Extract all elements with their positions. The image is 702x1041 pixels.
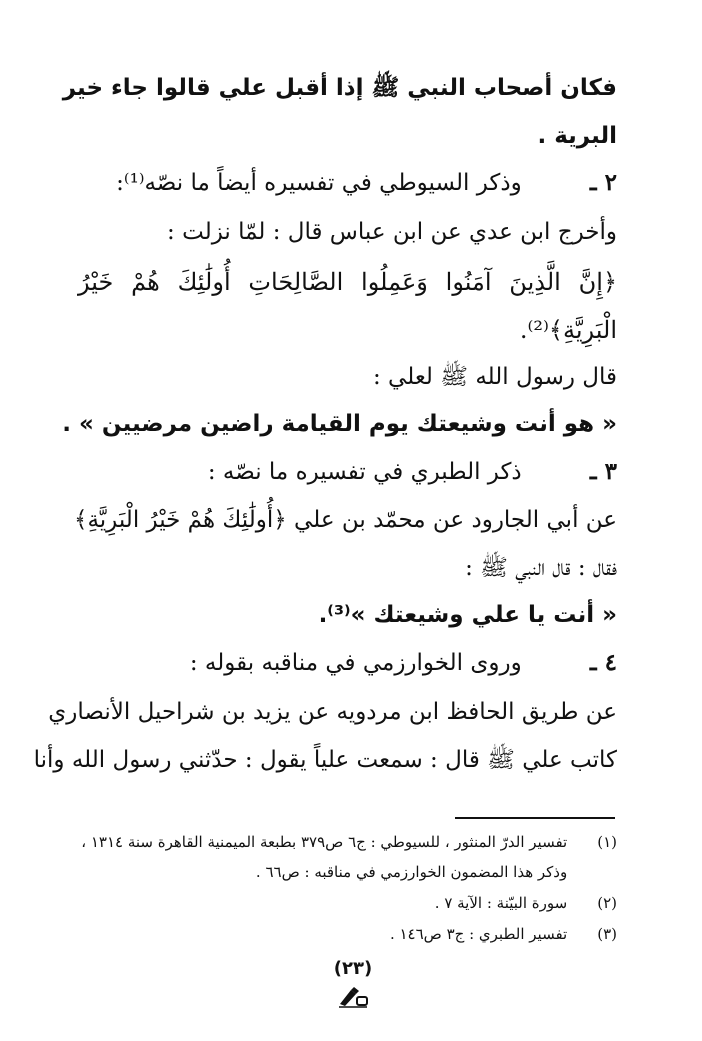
footnote-text: تفسير الطبري : ج٣ ص١٤٦ . [389, 925, 568, 943]
footnote-text: تفسير الدرّ المنثور ، للسيوطي : ج٦ ص٣٧٩ بطبعة الميمنية القاهرة سنة ١٣١٤ ، [81, 833, 568, 851]
footnote-1 [70, 828, 617, 856]
pen-hand-icon [337, 984, 369, 1008]
section-number: ٤ ـ [589, 649, 617, 676]
footnote-2 [70, 889, 617, 917]
footnote-text: وذكر هذا المضمون الخوارزمي في مناقبه : ص٦٦ . [255, 863, 568, 881]
body-line-1: فكان أصحاب النبي ﷺ إذا أقبل علي قالوا جاء خير [62, 75, 617, 101]
body-line-7: قال رسول الله ﷺ لعلي : [372, 364, 617, 390]
body-line-17: كاتب علي ﷺ قال : سمعت علياً يقول : حدّثني رسول الله وأنا [33, 747, 617, 773]
section-2-line [78, 163, 617, 203]
body-line-10: ذكر الطبري في تفسيره ما نصّه : [207, 459, 522, 485]
section-3-line [78, 452, 617, 492]
footnote-number: (٣) [597, 925, 617, 943]
hadith-quote-1: « هو أنت وشيعتك يوم القيامة راضين مرضيين » . [62, 411, 617, 437]
body-line-11: عن أبي الجارود عن محمّد بن علي ﴿أُولَٰئِكَ هُمْ خَيْرُ الْبَرِيَّةِ﴾ [73, 507, 617, 533]
body-line-12: فقال : قال النبي ﷺ : [465, 555, 617, 581]
section-number: ٢ ـ [589, 169, 617, 196]
section-4-line [78, 643, 617, 683]
section-number: ٣ ـ [589, 458, 617, 485]
page-number: (٢٣) [333, 958, 373, 979]
quran-verse-line-2: الْبَرِيَّةِ﴾⁽²⁾. [519, 316, 617, 344]
hadith-quote-2: « أنت يا علي وشيعتك »⁽³⁾. [318, 602, 617, 628]
footnote-text: سورة البيّنة : الآية ٧ . [434, 894, 568, 912]
quran-verse-line-1: ﴿إِنَّ الَّذِينَ آمَنُوا وَعَمِلُوا الصَّالِحَاتِ أُولَٰئِكَ هُمْ خَيْرُ [78, 268, 617, 296]
body-line-16: عن طريق الحافظ ابن مردويه عن يزيد بن شراحيل الأنصاري [48, 699, 617, 725]
body-line-4: وأخرج ابن عدي عن ابن عباس قال : لمّا نزلت : [167, 219, 617, 245]
footnote-number: (١) [597, 833, 617, 851]
footnote-3 [70, 920, 617, 948]
footnote-divider [455, 817, 615, 819]
body-line-15: وروى الخوارزمي في مناقبه بقوله : [189, 650, 522, 676]
body-line-2: البرية . [537, 123, 617, 149]
body-line-3: وذكر السيوطي في تفسيره أيضاً ما نصّه⁽¹⁾: [116, 170, 522, 196]
footnote-1-continued [70, 858, 617, 886]
footnote-number: (٢) [597, 894, 617, 912]
